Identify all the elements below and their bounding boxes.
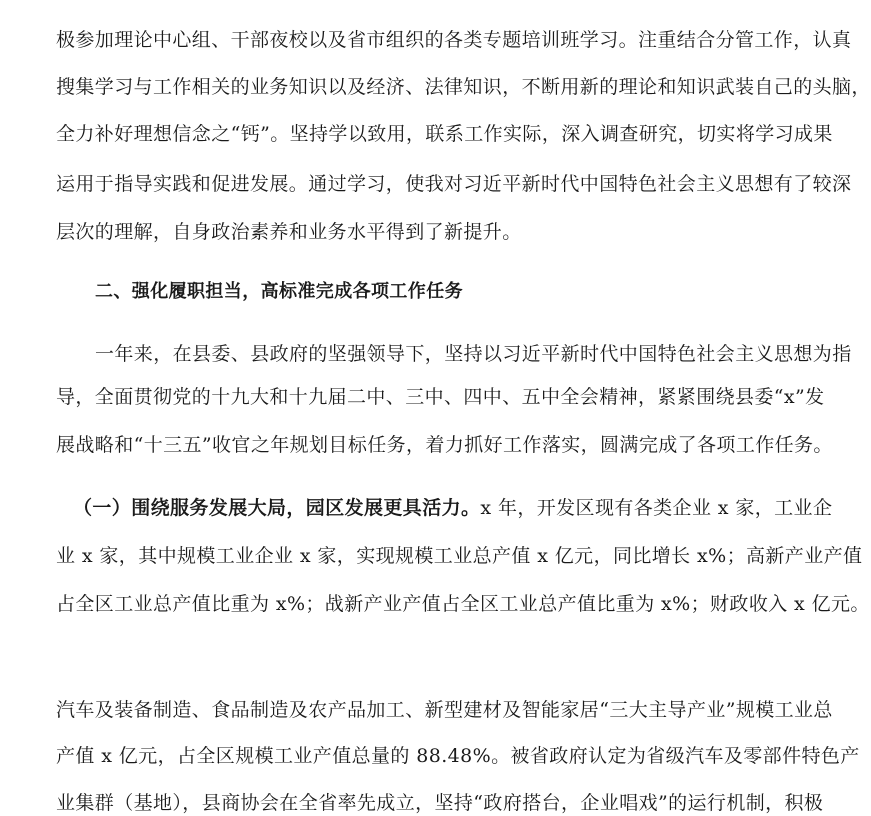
paragraph-line: 展战略和“十三五”收官之年规划目标任务，着力抓好工作落实，圆满完成了各项工作任务。 bbox=[56, 434, 833, 456]
paragraph-line: 极参加理论中心组、干部夜校以及省市组织的各类专题培训班学习。注重结合分管工作，认真 bbox=[56, 29, 852, 51]
paragraph-line: 全力补好理想信念之“钙”。坚持学以致用，联系工作实际，深入调查研究，切实将学习成果 bbox=[56, 123, 833, 145]
paragraph-line: 占全区工业总产值比重为 x%；战新产业产值占全区工业总产值比重为 x%；财政收入 x 亿元。 bbox=[56, 593, 870, 615]
subsection-title: （一）围绕服务发展大局，园区发展更具活力。 bbox=[73, 497, 481, 519]
section-heading: 二、强化履职担当，高标准完成各项工作任务 bbox=[95, 281, 463, 302]
paragraph-line: 一年来，在县委、县政府的坚强领导下，坚持以习近平新时代中国特色社会主义思想为指 bbox=[95, 343, 852, 365]
paragraph-line: 搜集学习与工作相关的业务知识以及经济、法律知识，不断用新的理论和知识武装自己的头脑， bbox=[56, 76, 871, 98]
subsection-first-line-text: x 年，开发区现有各类企业 x 家，工业企 bbox=[480, 497, 833, 519]
subsection-first-line bbox=[73, 495, 833, 521]
paragraph-line: 业 x 家，其中规模工业企业 x 家，实现规模工业总产值 x 亿元，同比增长 x%；高新产业产值 bbox=[56, 545, 863, 567]
paragraph-line: 运用于指导实践和促进发展。通过学习，使我对习近平新时代中国特色社会主义思想有了较深 bbox=[56, 173, 852, 195]
paragraph-line-cut: 业集群（基地），县商协会在全省率先成立，坚持“政府搭台，企业唱戏”的运行机制，积极 bbox=[56, 792, 824, 814]
paragraph-line: 产值 x 亿元，占全区规模工业产值总量的 88.48%。被省政府认定为省级汽车及零部件特色产 bbox=[56, 745, 860, 767]
paragraph-line: 层次的理解，自身政治素养和业务水平得到了新提升。 bbox=[56, 221, 522, 243]
paragraph-line: 汽车及装备制造、食品制造及农产品加工、新型建材及智能家居“三大主导产业”规模工业总 bbox=[56, 699, 833, 721]
paragraph-line: 导，全面贯彻党的十九大和十九届二中、三中、四中、五中全会精神，紧紧围绕县委“x”发 bbox=[56, 386, 825, 408]
